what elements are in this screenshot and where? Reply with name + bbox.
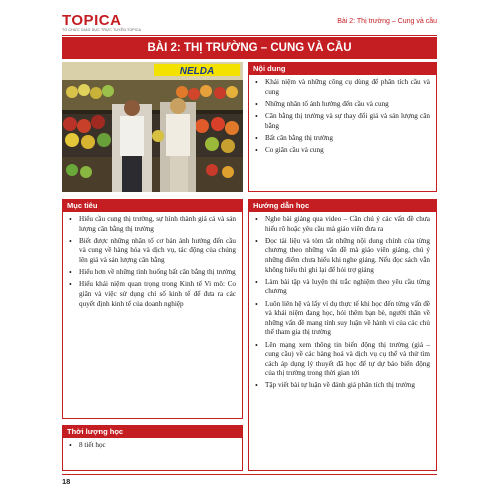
duration-heading: Thời lượng học: [63, 426, 242, 438]
list-item: • Co giãn cầu và cung: [265, 146, 430, 156]
list-item: • Tập viết bài tự luận về đánh giá phân tích thị trường: [265, 381, 430, 391]
footer-rule: [62, 474, 437, 475]
objectives-list: [63, 212, 242, 309]
list-item: • Hiểu hơn về những tình huống bất cân bằng thị trường: [79, 268, 236, 278]
store-sign-text: NELDA: [179, 66, 215, 77]
content-list: [249, 75, 436, 156]
list-item: • Nghe bài giảng qua video – Cần chú ý các vấn đề chưa hiểu rõ hoặc yêu cầu mà giáo viên đưa ra: [265, 215, 430, 234]
list-item: • Bất cân bằng thị trường: [265, 134, 430, 144]
objectives-box: [62, 199, 243, 419]
list-item: • Luôn liên hệ và lấy ví dụ thực tế khi học đến từng vấn đề và khái niệm đang học, hỏi thêm bạn bè, người thân về những vấn đề mang tính suy luận về hành vi của các chủ thể tham gia thị trường: [265, 300, 430, 338]
page-header: [62, 12, 437, 36]
list-item: • Hiểu khái niệm quan trọng trong Kinh tế Vi mô: Co giãn và việc sử dụng chỉ số kinh tế để đưa ra các quyết định kinh tế của doanh nghiệp: [79, 280, 236, 309]
list-item: • Hiểu cầu cung thị trường, sự hình thành giá cả và sản lượng cân bằng thị trường: [79, 215, 236, 234]
list-item: • Những nhân tố ảnh hưởng đến cầu và cung: [265, 100, 430, 110]
list-item: • Biết được những nhân tố cơ bản ảnh hưởng đến cầu và cung về hàng hóa và dịch vụ, tác động của chúng lên giá và sản lượng cân bằng: [79, 237, 236, 266]
list-item: • Đọc tài liệu và tóm tắt những nội dung chính của từng chương theo những vấn đề mà giáo viên giảng, chú ý những điểm chưa hiểu khi nghe giảng. Nếu đọc sách vẫn không hiểu thì ghi lại để hỏi trợ giảng: [265, 237, 430, 275]
list-item: • 8 tiết học: [79, 441, 236, 451]
list-item: • Cân bằng thị trường và sự thay đổi giá và sản lượng cân bằng: [265, 112, 430, 131]
duration-box: [62, 425, 243, 471]
lesson-title: BÀI 2: THỊ TRƯỜNG – CUNG VÀ CẦU: [62, 37, 437, 59]
supermarket-photo: [62, 62, 243, 192]
list-item: • Lên mạng xem thông tin biến động thị trường (giá – cung cầu) về các hàng hoá và dịch vụ cụ thể và thử tìm cách áp dụng lý thuyết đã học để tự dự báo biến động của thị trường trong thời gian tới: [265, 341, 430, 379]
supermarket-illustration: [62, 62, 243, 192]
study-guide-box: [248, 199, 437, 471]
header-rule: [62, 35, 437, 36]
list-item: • Làm bài tập và luyện thi trắc nghiệm theo yêu cầu từng chương: [265, 278, 430, 297]
duration-list: [63, 438, 242, 451]
logo-tagline: TỔ CHỨC GIÁO DỤC TRỰC TUYẾN TOPICA: [62, 28, 142, 32]
study-guide-list: [249, 212, 436, 391]
study-guide-heading: Hướng dẫn học: [249, 200, 436, 212]
content-box: [248, 62, 437, 192]
topica-logo: TOPICA: [62, 12, 122, 29]
content-heading: Nội dung: [249, 63, 436, 75]
objectives-heading: Mục tiêu: [63, 200, 242, 212]
running-header: Bài 2: Thị trường – Cung và cầu: [337, 18, 437, 25]
page-number: 18: [62, 477, 71, 486]
list-item: • Khái niệm và những công cụ dùng để phân tích cầu và cung: [265, 78, 430, 97]
